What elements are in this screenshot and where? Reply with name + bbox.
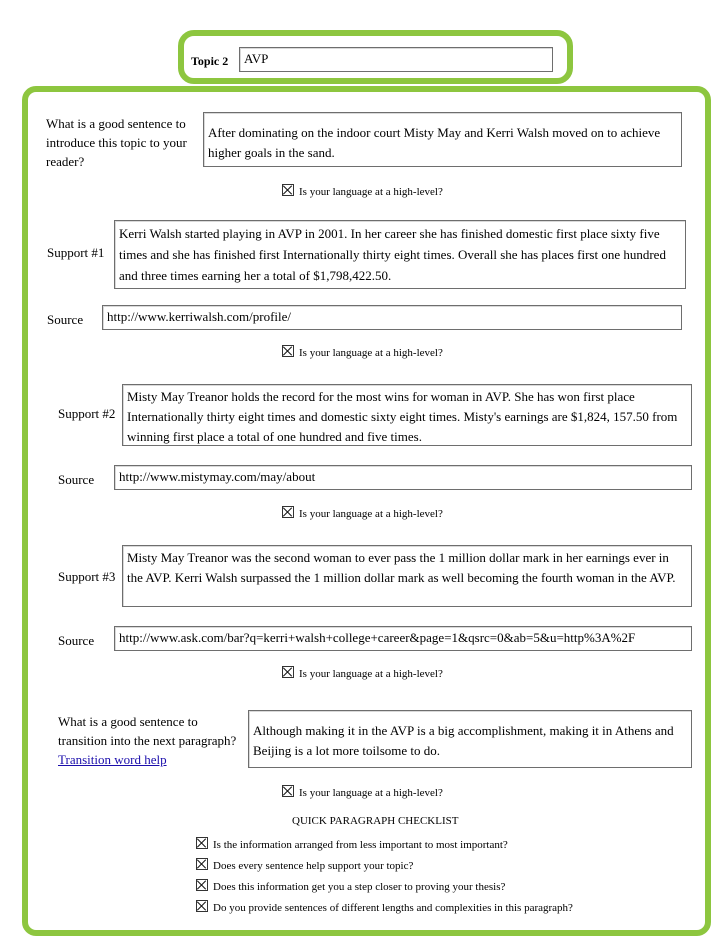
checklist-item[interactable]	[196, 900, 573, 916]
checkbox-icon[interactable]	[196, 837, 208, 849]
support2-label: Support #2	[58, 406, 116, 421]
transition-question	[58, 712, 248, 769]
transition-word-help-link[interactable]: Transition word help	[58, 752, 167, 767]
topic-label: Topic 2	[191, 54, 229, 68]
support1-language-check[interactable]	[282, 345, 443, 361]
intro-language-check[interactable]	[282, 184, 443, 200]
checklist-item-label: Does every sentence help support your topic?	[213, 860, 414, 872]
checklist-item-label: Do you provide sentences of different lengths and complexities in this paragraph?	[213, 902, 573, 914]
transition-answer-field[interactable]: Although making it in the AVP is a big accomplishment, making it in Athens and Beijing is a lot more toilsome to do.	[248, 710, 692, 768]
support1-label: Support #1	[47, 245, 105, 260]
check-label: Is your language at a high-level?	[299, 508, 443, 520]
support1-source-field[interactable]: http://www.kerriwalsh.com/profile/	[102, 305, 682, 330]
checkbox-icon[interactable]	[196, 879, 208, 891]
support2-source-field[interactable]: http://www.mistymay.com/may/about	[114, 465, 692, 490]
intro-question: What is a good sentence to introduce this topic to your reader?	[46, 116, 187, 169]
checkbox-icon[interactable]	[196, 900, 208, 912]
support2-field[interactable]: Misty May Treanor holds the record for the most wins for woman in AVP. She has won first place Internationally thirty eight times and domestic sixty eight times. Misty's earnings are $1,824, 157.50 from winning first place a total of one hundred and five times.	[122, 384, 692, 446]
checkbox-icon[interactable]	[282, 184, 294, 196]
support2-language-check[interactable]	[282, 506, 443, 522]
support1-source-label: Source	[47, 312, 84, 327]
support3-language-check[interactable]	[282, 666, 443, 682]
check-label: Is your language at a high-level?	[299, 787, 443, 799]
check-label: Is your language at a high-level?	[299, 186, 443, 198]
support3-source-field[interactable]: http://www.ask.com/bar?q=kerri+walsh+college+career&page=1&qsrc=0&ab=5&u=http%3A%2F	[114, 626, 692, 651]
checkbox-icon[interactable]	[196, 858, 208, 870]
checkbox-icon[interactable]	[282, 666, 294, 678]
checkbox-icon[interactable]	[282, 345, 294, 357]
support3-source-label: Source	[58, 633, 95, 648]
support1-field[interactable]: Kerri Walsh started playing in AVP in 2001. In her career she has finished domestic first place sixty five times and she has finished first Internationally thirty eight times. Overall she has places first one hundred and three times earning her a total of $1,798,422.50.	[114, 220, 686, 289]
checkbox-icon[interactable]	[282, 506, 294, 518]
support3-field[interactable]: Misty May Treanor was the second woman to ever pass the 1 million dollar mark in her earnings ever in the AVP. Kerri Walsh surpassed the 1 million dollar mark as well becoming the fourth woman in the AVP.	[122, 545, 692, 607]
checklist-item-label: Is the information arranged from less important to most important?	[213, 839, 508, 851]
transition-language-check[interactable]	[282, 785, 443, 801]
transition-question-text: What is a good sentence to transition into the next paragraph?	[58, 714, 237, 748]
checklist-title: QUICK PARAGRAPH CHECKLIST	[292, 815, 459, 827]
check-label: Is your language at a high-level?	[299, 668, 443, 680]
checklist-item[interactable]	[196, 858, 413, 874]
checklist-item-label: Does this information get you a step closer to proving your thesis?	[213, 881, 506, 893]
checkbox-icon[interactable]	[282, 785, 294, 797]
checklist-item[interactable]	[196, 837, 508, 853]
check-label: Is your language at a high-level?	[299, 347, 443, 359]
support2-source-label: Source	[58, 472, 95, 487]
topic-input[interactable]: AVP	[239, 47, 553, 72]
intro-answer-field[interactable]: After dominating on the indoor court Misty May and Kerri Walsh moved on to achieve higher goals in the sand.	[203, 112, 682, 167]
checklist-item[interactable]	[196, 879, 505, 895]
support3-label: Support #3	[58, 569, 116, 584]
